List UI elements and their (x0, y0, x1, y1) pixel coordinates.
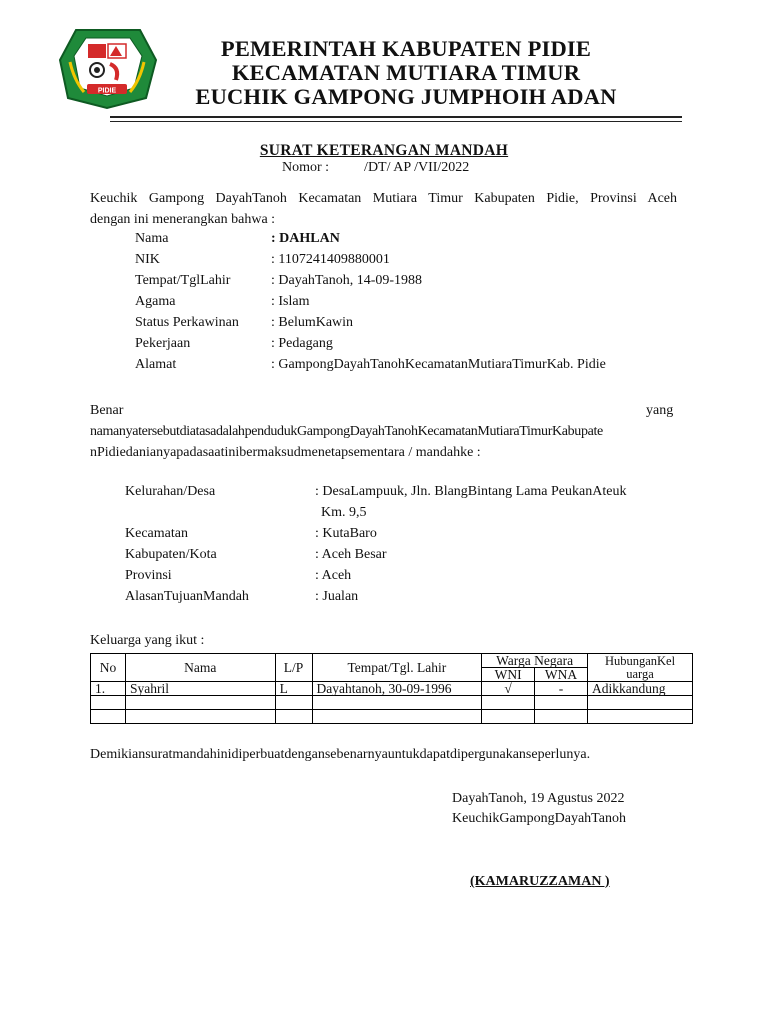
person-value-ttl: : DayahTanoh, 14-09-1988 (271, 273, 423, 288)
header-ttl: Tempat/Tgl. Lahir (312, 654, 482, 682)
signature-place-date: DayahTanoh, 19 Agustus 2022 (452, 791, 625, 806)
dest-value-alasan: : Jualan (315, 589, 359, 604)
row-wna (535, 696, 588, 710)
document-number: Nomor : /DT/ AP /VII/2022 (282, 160, 470, 175)
logo-ribbon-text: PIDIE (97, 87, 117, 95)
dest-label-kecamatan: Kecamatan (125, 526, 188, 541)
person-label-alamat: Alamat (135, 357, 177, 372)
dest-label-provinsi: Provinsi (125, 568, 172, 583)
person-label-nama: Nama (135, 231, 169, 246)
row-no (91, 696, 126, 710)
header-hubungan (588, 654, 693, 682)
header-warga-negara: Warga Negara (482, 654, 588, 668)
header-line-government: PEMERINTAH KABUPATEN PIDIE (220, 36, 592, 61)
header-no: No (91, 654, 126, 682)
person-label-nik: NIK (135, 252, 160, 267)
table-row (91, 696, 693, 710)
row-nama (125, 696, 275, 710)
header-lp: L/P (275, 654, 312, 682)
dest-value-provinsi: : Aceh (315, 568, 352, 583)
statement-line-1-right: yang (646, 403, 674, 418)
closing-statement: Demikiansuratmandahinidiperbuatdengansebenarnyauntukdapatdipergunakanseperlunya. (90, 747, 591, 762)
row-ttl (312, 710, 482, 724)
header-wna: WNA (535, 668, 588, 682)
person-label-agama: Agama (135, 294, 176, 309)
table-row (91, 710, 693, 724)
row-nama: Syahril (125, 682, 275, 696)
person-value-agama: : Islam (271, 294, 310, 309)
row-nama (125, 710, 275, 724)
header-wni: WNI (482, 668, 535, 682)
person-label-ttl: Tempat/TglLahir (135, 273, 231, 288)
header-nama: Nama (125, 654, 275, 682)
dest-label-alasan: AlasanTujuanMandah (125, 589, 249, 604)
person-label-pekerjaan: Pekerjaan (135, 336, 191, 351)
row-ttl: Dayahtanoh, 30-09-1996 (312, 682, 482, 696)
row-lp (275, 710, 312, 724)
dest-label-kabupaten: Kabupaten/Kota (125, 547, 217, 562)
family-table (90, 653, 693, 724)
signature-position: KeuchikGampongDayahTanoh (452, 811, 626, 826)
person-value-status: : BelumKawin (271, 315, 354, 330)
header-hubungan-line-1: HubunganKel (604, 653, 676, 668)
intro-line-1: Keuchik Gampong DayahTanoh Kecamatan Mutiara Timur Kabupaten Pidie, Provinsi Aceh (90, 191, 677, 206)
row-hubungan (588, 696, 693, 710)
person-value-alamat: : GampongDayahTanohKecamatanMutiaraTimurKab. Pidie (271, 357, 606, 372)
dest-label-desa: Kelurahan/Desa (125, 484, 216, 499)
person-label-status: Status Perkawinan (135, 315, 239, 330)
statement-line-3: nPidiedanianyapadasaatinibermaksudmenetapsementara / mandahke : (90, 445, 481, 460)
family-label: Keluarga yang ikut : (90, 633, 205, 648)
header-line-district: KECAMATAN MUTIARA TIMUR (231, 60, 581, 85)
document-title: SURAT KETERANGAN MANDAH (259, 142, 509, 159)
intro-line-2: dengan ini menerangkan bahwa : (90, 212, 276, 227)
pidie-regency-logo (54, 22, 160, 112)
person-value-pekerjaan: : Pedagang (271, 336, 333, 351)
row-ttl (312, 696, 482, 710)
row-wni (482, 710, 535, 724)
dest-value-kecamatan: : KutaBaro (315, 526, 377, 541)
table-row (91, 682, 693, 696)
header-line-village: EUCHIK GAMPONG JUMPHOIH ADAN (195, 84, 617, 109)
row-lp: L (275, 682, 312, 696)
header-hubungan-line-2: uarga (626, 666, 654, 681)
person-value-nik: : 1107241409880001 (271, 252, 390, 267)
statement-line-2: namanyatersebutdiatasadalahpendudukGampongDayahTanohKecamatanMutiaraTimurKabupate (90, 424, 603, 439)
dest-value-desa-cont: Km. 9,5 (321, 505, 367, 520)
dest-value-kabupaten: : Aceh Besar (315, 547, 387, 562)
row-hubungan: Adikkandung (588, 682, 693, 696)
signature-name: (KAMARUZZAMAN ) (470, 874, 610, 889)
row-lp (275, 696, 312, 710)
row-wna: - (535, 682, 588, 696)
person-value-nama: : DAHLAN (271, 231, 340, 246)
table-header-row (91, 654, 693, 668)
row-no (91, 710, 126, 724)
row-wni (482, 696, 535, 710)
header-divider-thin (110, 121, 682, 122)
row-no: 1. (91, 682, 126, 696)
header-divider-thick (110, 116, 682, 118)
row-wna (535, 710, 588, 724)
row-hubungan (588, 710, 693, 724)
dest-value-desa: : DesaLampuuk, Jln. BlangBintang Lama PeukanAteuk (315, 484, 627, 499)
statement-line-1-left: Benar (90, 403, 124, 418)
row-wni: √ (482, 682, 535, 696)
